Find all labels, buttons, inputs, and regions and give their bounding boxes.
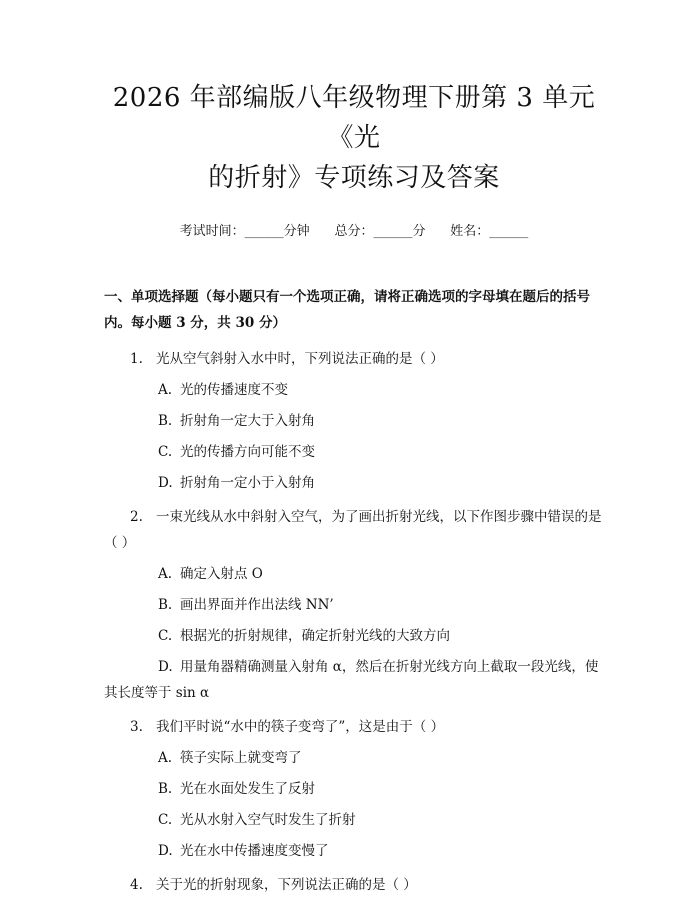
question-text: 光从空气斜射入水中时，下列说法正确的是（ ） <box>156 351 444 367</box>
question-number: 2. <box>130 509 143 525</box>
option-1c <box>104 439 604 465</box>
question-4 <box>104 872 604 898</box>
option-text: 根据光的折射规律，确定折射光线的大致方向 <box>180 628 450 644</box>
option-text: 用量角器精确测量入射角 α，然后在折射光线方向上截取一段光线，使其长度等于 sin α <box>104 659 599 701</box>
option-text: 确定入射点 O <box>180 566 263 582</box>
section-heading: 一、单项选择题（每小题只有一个选项正确，请将正确选项的字母填在题后的括号内。每小题 3 分，共 30 分） <box>104 289 590 331</box>
option-text: 折射角一定大于入射角 <box>180 413 315 429</box>
option-3d <box>104 838 604 864</box>
option-text: 光的传播方向可能不变 <box>180 444 315 460</box>
question-number: 4. <box>130 877 143 893</box>
option-letter: C. <box>158 628 173 644</box>
option-letter: D. <box>158 843 173 859</box>
option-letter: A. <box>158 750 173 766</box>
option-2c <box>104 623 604 649</box>
question-text: 我们平时说“水中的筷子变弯了”，这是由于（ ） <box>156 719 445 735</box>
question-text: 一束光线从水中斜射入空气，为了画出折射光线，以下作图步骤中错误的是（ ） <box>104 509 602 551</box>
title-line-1: 2026 年部编版八年级物理下册第 3 单元《光 <box>112 83 596 153</box>
option-1b <box>104 408 604 434</box>
option-letter: B. <box>158 597 173 613</box>
option-1d <box>104 470 604 496</box>
document-title <box>104 0 604 198</box>
title-line-2: 的折射》专项练习及答案 <box>208 163 500 193</box>
exam-time: 考试时间：______分钟 <box>179 224 310 239</box>
option-3c <box>104 807 604 833</box>
option-text: 光在水中传播速度变慢了 <box>180 843 329 859</box>
option-3b <box>104 776 604 802</box>
option-text: 筷子实际上就变弯了 <box>180 750 302 766</box>
option-2d <box>104 654 604 706</box>
question-number: 1. <box>130 351 143 367</box>
option-letter: A. <box>158 382 173 398</box>
option-text: 光在水面处发生了反射 <box>180 781 315 797</box>
option-letter: B. <box>158 413 173 429</box>
option-letter: A. <box>158 566 173 582</box>
question-number: 3. <box>130 719 143 735</box>
option-letter: C. <box>158 444 173 460</box>
option-letter: D. <box>158 475 173 491</box>
question-text: 关于光的折射现象，下列说法正确的是（ ） <box>156 877 417 893</box>
option-letter: C. <box>158 812 173 828</box>
option-text: 光的传播速度不变 <box>180 382 288 398</box>
option-text: 光从水射入空气时发生了折射 <box>180 812 356 828</box>
exam-total-score: 总分：______分 <box>334 224 426 239</box>
option-text: 画出界面并作出法线 NN’ <box>180 597 334 613</box>
option-1a <box>104 377 604 403</box>
option-3a <box>104 745 604 771</box>
option-2a <box>104 561 604 587</box>
option-2b <box>104 592 604 618</box>
option-letter: D. <box>158 659 173 675</box>
question-2 <box>104 504 604 556</box>
exam-info <box>104 222 604 242</box>
question-1 <box>104 346 604 372</box>
option-letter: B. <box>158 781 173 797</box>
question-3 <box>104 714 604 740</box>
exam-name: 姓名：______ <box>450 224 529 239</box>
option-text: 折射角一定小于入射角 <box>180 475 315 491</box>
